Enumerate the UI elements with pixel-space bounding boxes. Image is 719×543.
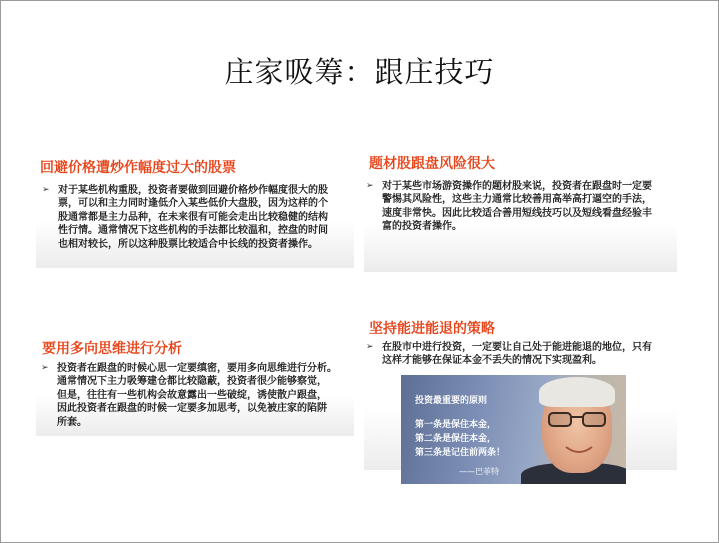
text-line: 投资者在跟盘的时候心思一定要缜密，要用多向思维进行分析。 bbox=[57, 363, 337, 374]
section-heading-avoid-hyped-stocks: 回避价格遭炒作幅度过大的股票 bbox=[40, 160, 236, 176]
section-heading-theme-stock-risk: 题材股跟盘风险很大 bbox=[369, 156, 495, 172]
text-line: 这样才能够在保证本金不丢失的情况下实现盈利。 bbox=[382, 355, 602, 367]
text-line: 速度非常快。因此比较适合善用短线技巧以及短线看盘经验丰 bbox=[382, 207, 652, 219]
section-heading-multi-directional-thinking: 要用多向思维进行分析 bbox=[42, 341, 182, 357]
buffett-quote-image bbox=[401, 375, 626, 484]
bullet-arrow-icon: ➢ bbox=[366, 181, 374, 191]
text-line: 性行情。通常情况下这些机构的手法都比较温和，控盘的时间 bbox=[58, 225, 328, 237]
glasses-icon bbox=[547, 411, 607, 429]
bullet-arrow-icon: ➢ bbox=[42, 185, 50, 195]
portrait-smile bbox=[564, 445, 594, 457]
text-line: 对于某些市场游资操作的题材股来说，投资者在跟盘时一定要 bbox=[382, 181, 652, 192]
slide-title: 庄家吸筹：跟庄技巧 bbox=[224, 55, 495, 89]
quote-rule: 第二条是保住本金， bbox=[415, 434, 497, 444]
section-body-theme-stock-risk bbox=[366, 180, 677, 234]
text-line: 警惕其风险性，这些主力通常比较善用高举高打逼空的手法， bbox=[382, 194, 652, 206]
text-line: 也相对较长，所以这种股票比较适合中长线的投资者操作。 bbox=[58, 238, 318, 250]
bullet-arrow-icon: ➢ bbox=[41, 363, 49, 373]
text-line: 但是，往往有一些机构会故意露出一些破绽，诱使散户跟盘， bbox=[57, 389, 327, 401]
text-line: 对于某些机构重股，投资者要做到回避价格炒作幅度很大的股 bbox=[58, 185, 328, 196]
section-body-advance-retreat-strategy bbox=[366, 341, 677, 368]
portrait-hair bbox=[539, 377, 615, 407]
quote-attribution: ——巴菲特 bbox=[459, 467, 499, 476]
section-body-avoid-hyped-stocks bbox=[42, 184, 353, 251]
text-line: 在股市中进行投资，一定要让自己处于能进能退的地位，只有 bbox=[382, 342, 652, 353]
bullet-arrow-icon: ➢ bbox=[366, 342, 374, 352]
quote-rule: 第三条是记住前两条！ bbox=[415, 448, 506, 458]
text-line: 股通常都是主力品种，在未来很有可能会走出比较稳健的结构 bbox=[58, 211, 328, 223]
text-line: 票，可以和主力同时逢低介入某些低价大盘股，因为这样的个 bbox=[58, 198, 328, 210]
text-line: 通常情况下主力吸筹建仓都比较隐蔽，投资者很少能够察觉， bbox=[57, 376, 327, 388]
quote-heading: 投资最重要的原则 bbox=[415, 396, 488, 406]
section-body-multi-directional-thinking bbox=[41, 362, 355, 429]
text-line: 所套。 bbox=[57, 416, 87, 428]
text-line: 因此投资者在跟盘的时候一定要多加思考，以免被庄家的陷阱 bbox=[57, 403, 327, 415]
quote-rule: 第一条是保住本金， bbox=[415, 420, 497, 430]
text-line: 富的投资者操作。 bbox=[382, 221, 462, 233]
section-heading-advance-retreat-strategy: 坚持能进能退的策略 bbox=[369, 321, 495, 337]
